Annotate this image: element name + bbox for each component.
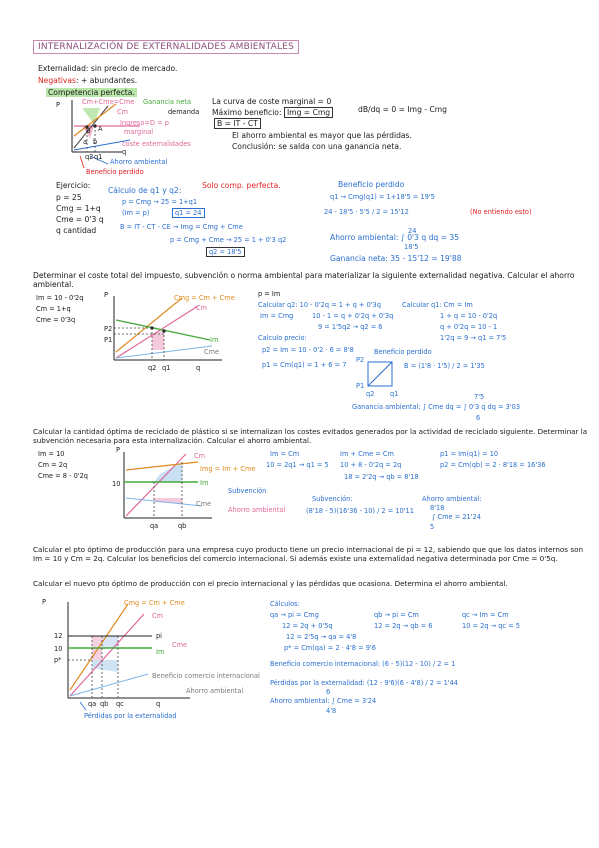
ex3-int-lower: 5 — [430, 523, 435, 531]
ex3-label-im: Im — [200, 479, 209, 487]
note-b-it-ct — [214, 119, 261, 128]
ex2-given-cm: Cm = 1+q — [36, 305, 71, 313]
ex4-label-pstar: p* — [54, 656, 62, 664]
ex2-label-cme: Cme — [204, 348, 220, 356]
ex2-beneficio-title: Beneficio perdido — [374, 348, 432, 356]
ex1-benefit-2: 24 - 18'5 · 5'5 / 2 = 15'12 — [324, 208, 409, 216]
ex3-given-im: Im = 10 — [38, 450, 65, 458]
ex4-label-qb: qb — [100, 700, 109, 708]
ex1-ahorro: Ahorro ambiental: ∫ 0'3 q dq = 35 — [330, 233, 460, 242]
ex3-subvencion-title: Subvención: — [312, 495, 353, 503]
ex4-calc-qc-2: 10 = 2q → qc = 5 — [462, 622, 520, 630]
ex4-cmg-line — [70, 604, 128, 690]
ex3-ahorro-title: Ahorro ambiental: — [422, 495, 482, 503]
ex4-label-im: Im — [156, 648, 165, 656]
ex4-label-qc: qc — [116, 700, 124, 708]
ex4-perdidas-arrow — [80, 702, 86, 710]
competencia-text: Competencia perfecta. — [48, 88, 135, 97]
ex3-label-subvencion: Subvención — [228, 487, 267, 495]
demanda-label: demanda — [168, 108, 200, 116]
ex2-label-im: Im — [210, 336, 219, 344]
note-max-beneficio — [212, 108, 333, 117]
ex2-calc-q2: Calcular q2: 10 - 0'2q = 1 + q + 0'3q — [258, 301, 381, 309]
ex3-calc-5: 18 = 2'2q → qb = 8'18 — [344, 473, 419, 481]
ex3-statement: Calcular la cantidad óptima de reciclado de plástico si se internalizan los costes evitados generados por la actividad de reciclado siguiente. Determinar la subvención necesaria para esta internalización. Calcular el ahorro ambiental. — [33, 427, 588, 445]
ex3-ahorro-result: ∫ Cme = 21'24 — [432, 513, 481, 521]
given-q: q cantidad — [56, 226, 97, 235]
ex2-cm-line — [116, 306, 198, 358]
ex4-label-beneficio: Cme — [172, 641, 188, 649]
ex1-line-1: p = Cmg → 25 = 1+q1 — [122, 198, 198, 206]
ex4-calc-qb: qb → pi = Cm — [374, 611, 419, 619]
ex3-calc-7: p2 = Cm(qb) = 2 · 8'18 = 16'36 — [440, 461, 546, 469]
ex1-int-upper: 24 — [408, 227, 417, 235]
ex3-calc-6: p1 = Im(q1) = 10 — [440, 450, 499, 458]
ex1-int-lower: 18'5 — [404, 243, 419, 251]
negativas-label: Negativas — [38, 76, 77, 85]
ex4-calc-pstar: p* = Cm(qa) = 2 · 4'8 = 9'6 — [284, 644, 376, 652]
graph-p-label: P — [56, 101, 60, 109]
ex1-q1-box — [172, 209, 205, 217]
ex4-ahorro-result: Ahorro ambiental: ∫ Cme = 3'24 — [270, 697, 377, 705]
ex2-label-cmg: Cmg = Cm + Cme — [174, 294, 235, 302]
ex3-label-img: Img = Im + Cme — [200, 465, 256, 473]
coste-ext-label: coste externalidades — [122, 140, 191, 148]
intro-line-2 — [38, 76, 137, 85]
cm-label: Cm — [117, 108, 129, 116]
label-b: b — [93, 138, 98, 146]
marginal-label: marginal — [124, 128, 154, 136]
ex1-benefit-1: q1 → Cmg(q1) = 1+18'5 = 19'5 — [330, 193, 435, 201]
ex2-calc-q1-4: 1'2q = 9 → q1 = 7'5 — [440, 334, 507, 342]
ex4-calc-qa-3: 12 = 2'5q → qa = 4'8 — [286, 633, 357, 641]
ex2-label-cm: Cm — [196, 304, 208, 312]
ex2-graph — [102, 292, 252, 370]
label-q2: q2 — [85, 153, 94, 161]
ex4-label-cmg: Cmg = Cm + Cme — [124, 599, 185, 607]
ex4-calc-qb-2: 12 = 2q → qb = 6 — [374, 622, 433, 630]
ex3-label-cme: Cme — [196, 500, 212, 508]
ex3-img-line — [126, 462, 198, 470]
ex2-calc-precio: Calculo precio: — [258, 334, 307, 342]
ex2-given-cme: Cme = 0'3q — [36, 316, 76, 324]
img-cmg-box: Img = Cmg — [284, 107, 333, 118]
ex2-calc-step-2: 10 - 1 = q + 0'2q + 0'3q — [312, 312, 394, 320]
ex4-calc-qa: qa → pi = Cmg — [270, 611, 319, 619]
ex4-graph — [40, 598, 240, 718]
beneficio-arrow — [80, 156, 84, 168]
given-cmg: Cmg = 1+q — [56, 204, 101, 213]
ex1-ganancia: Ganancia neta: 35 - 15'12 = 19'88 — [330, 254, 462, 263]
ex4-label-cm: Cm — [152, 612, 164, 620]
ex1-line-5: p = Cmg + Cme → 25 = 1 + 0'3 q2 — [170, 236, 287, 244]
given-p: p = 25 — [56, 193, 82, 202]
ex2-calc-q1: Calcular q1: Cm = Im — [402, 301, 473, 309]
derivative-formula: dB/dq = 0 = Img - Cmg — [358, 105, 447, 114]
ex2-ganancia-ambiental: Ganancia ambiental: ∫ Cme dq = ∫ 0'3 q dq = 3'03 — [352, 403, 521, 411]
ganancia-area — [82, 108, 100, 124]
ex2-calc-p2: p2 = Im = 10 - 0'2 · 6 = 8'8 — [262, 346, 354, 354]
intro-line-1: Externalidad: sin precio de mercado. — [38, 64, 178, 73]
ex2-cmg-line — [116, 298, 182, 352]
ex4-label-pi: pi — [156, 632, 163, 640]
ex3-cm-line — [126, 454, 186, 516]
ex1-line-2: (Im = p) — [122, 209, 150, 217]
ex2-given-im: Im = 10 - 0'2q — [36, 294, 84, 302]
ex3-subvencion-result: (8'18 - 5)(16'36 - 10) / 2 = 10'11 — [306, 507, 414, 515]
ex4-label-p: P — [42, 598, 46, 606]
ex2-sq-p2: P2 — [356, 356, 365, 364]
ex1-q2-box — [206, 248, 245, 256]
ex3-label-ahorro: Ahorro ambiental — [228, 506, 286, 514]
ex3-calc-3: Im + Cme = Cm — [340, 450, 394, 458]
b-it-ct-box: B = IT - CT — [214, 118, 261, 129]
ex4-calc-qa-2: 12 = 2q + 0'5q — [282, 622, 333, 630]
q2-result: q2 = 18'5 — [206, 247, 245, 257]
ex4-ahorro-area — [92, 660, 118, 672]
ex1-beneficio-title: Beneficio perdido — [338, 180, 405, 189]
cm-cme-label: Cm+Cme=Cme — [82, 98, 135, 106]
ex2-beneficio-result: B = (1'8 · 1'5) / 2 = 1'35 — [404, 362, 485, 370]
ex4-label-cme: Beneficio comercio internacional — [152, 672, 260, 680]
ex4-calc-qc: qc → Im = Cm — [462, 611, 509, 619]
ex2-calc-p1: p1 = Cm(q1) = 1 + 6 = 7 — [262, 361, 347, 369]
ex3-label-p: P — [116, 446, 120, 454]
ex4-label-10: 10 — [54, 645, 63, 653]
label-A: A — [98, 125, 103, 133]
ex4-cme-line — [70, 674, 148, 696]
ex2-int-upper: 7'5 — [474, 393, 485, 401]
ex2-im-cmg: Im = Cmg — [260, 312, 294, 320]
ganancia-neta-label: Ganancia neta — [143, 98, 192, 106]
ex3-label-cm: Cm — [194, 452, 206, 460]
label-a: a — [83, 138, 88, 146]
ex4-int-upper: 6 — [326, 688, 331, 696]
ex2-calc-q1-3: q + 0'2q = 10 - 1 — [440, 323, 498, 331]
beneficio-perdido-label: Beneficio perdido — [86, 168, 144, 176]
ex4-label-qa: qa — [88, 700, 97, 708]
ex1-line-4: B = IT - CT - CE → Img = Cmg + Cme — [120, 223, 243, 231]
ahorro-label: Ahorro ambiental — [110, 158, 168, 166]
ex2-sq-q2: q2 — [366, 390, 375, 398]
ex2-int-lower: 6 — [476, 414, 481, 422]
note-ahorro-mayor: El ahorro ambiental es mayor que las pérdidas. — [232, 131, 412, 140]
ex2-sq-p1: P1 — [356, 382, 365, 390]
ex4-beneficio-ci: Beneficio comercio internacional: (6 - 5)(12 - 10) / 2 = 1 — [270, 660, 456, 668]
ex2-label-p: P — [104, 291, 108, 299]
ex2-label-q2: q2 — [148, 364, 157, 372]
ex4-int-lower: 4'8 — [326, 707, 337, 715]
ex2-calc-step-3: 9 = 1'5q2 → q2 = 6 — [318, 323, 383, 331]
ex2-label-p2: P2 — [104, 325, 113, 333]
ex3-calc-1: Im = Cm — [270, 450, 300, 458]
ex2-p-im: p = Im — [258, 290, 281, 298]
ejercicio-label: Ejercicio: — [56, 181, 91, 190]
q1-result: q1 = 24 — [172, 208, 205, 218]
ex2-statement: Determinar el coste total del impuesto, subvención o norma ambiental para materializar la siguiente externalidad negativa. Calcular el ahorro ambiental. — [33, 271, 575, 289]
ex3-calc-2: 10 = 2q1 → q1 = 5 — [266, 461, 329, 469]
ex3-label-qb: qb — [178, 522, 187, 530]
ex4-statement-2: Calcular el nuevo pto óptimo de producción con el precio internacional y las pérdidas que ocasiona. Determina el ahorro ambiental. — [33, 579, 508, 588]
ex4-label-12: 12 — [54, 632, 63, 640]
ex4-statement-1: Calcular el pto óptimo de producción para una empresa cuyo producto tiene un precio internacional de pi = 12, sabiendo que que los datos internos son Im = 10 y Cm = 2q. Calcular los beneficios del comercio internacional. Si además existe una externalidad negativa determinada por Cme = 0'5q. — [33, 545, 584, 563]
ex1-solo-comp: Solo comp. perfecta. — [202, 181, 281, 190]
ex3-given-cm: Cm = 2q — [38, 461, 68, 469]
ex1-no-entiendo: (No entiendo esto) — [470, 208, 532, 216]
ex3-int-upper: 8'18 — [430, 504, 445, 512]
max-beneficio-text: Máximo beneficio: — [212, 108, 282, 117]
ex4-label-ahorro: Ahorro ambiental — [186, 687, 244, 695]
given-cme: Cme = 0'3 q — [56, 215, 104, 224]
ex4-label-perdidas: Pérdidas por la externalidad — [84, 712, 177, 720]
ex4-cm-line — [70, 614, 144, 696]
ex2-label-q1: q1 — [162, 364, 171, 372]
note-conclusion: Conclusión: se salda con una ganancia neta. — [232, 142, 402, 151]
ex2-label-q: q — [196, 364, 201, 372]
ex4-perdidas-ext: Pérdidas por la externalidad: (12 - 9'6)(6 - 4'8) / 2 = 1'44 — [270, 679, 459, 687]
ex2-calc-q1-2: 1 + q = 10 - 0'2q — [440, 312, 498, 320]
ex4-calc-title: Cálculos: — [270, 600, 300, 608]
ex3-given-cme: Cme = 8 - 0'2q — [38, 472, 88, 480]
label-q: q — [122, 148, 127, 156]
ex2-shaded-area — [152, 330, 164, 350]
negativas-rest: : + abundantes. — [76, 76, 138, 85]
ex2-sq-q1: q1 — [390, 390, 399, 398]
label-q1: q1 — [94, 153, 103, 161]
ex3-calc-4: 10 + 8 - 0'2q = 2q — [340, 461, 402, 469]
note-cm-cero: La curva de coste marginal = 0 — [212, 97, 332, 106]
ingreso-label: Ingreso=D = p — [120, 119, 169, 127]
ex2-square-diagonal — [368, 362, 392, 386]
ex4-label-q: q — [156, 700, 161, 708]
page-title: INTERNALIZACIÓN DE EXTERNALIDADES AMBIENTALES — [33, 40, 299, 54]
ex3-label-qa: qa — [150, 522, 159, 530]
ex2-label-p1: P1 — [104, 336, 113, 344]
label-B: B — [86, 127, 91, 135]
ex1-calc-title: Cálculo de q1 y q2: — [108, 186, 182, 195]
ex3-graph — [112, 448, 232, 528]
ex3-label-10: 10 — [112, 480, 121, 488]
